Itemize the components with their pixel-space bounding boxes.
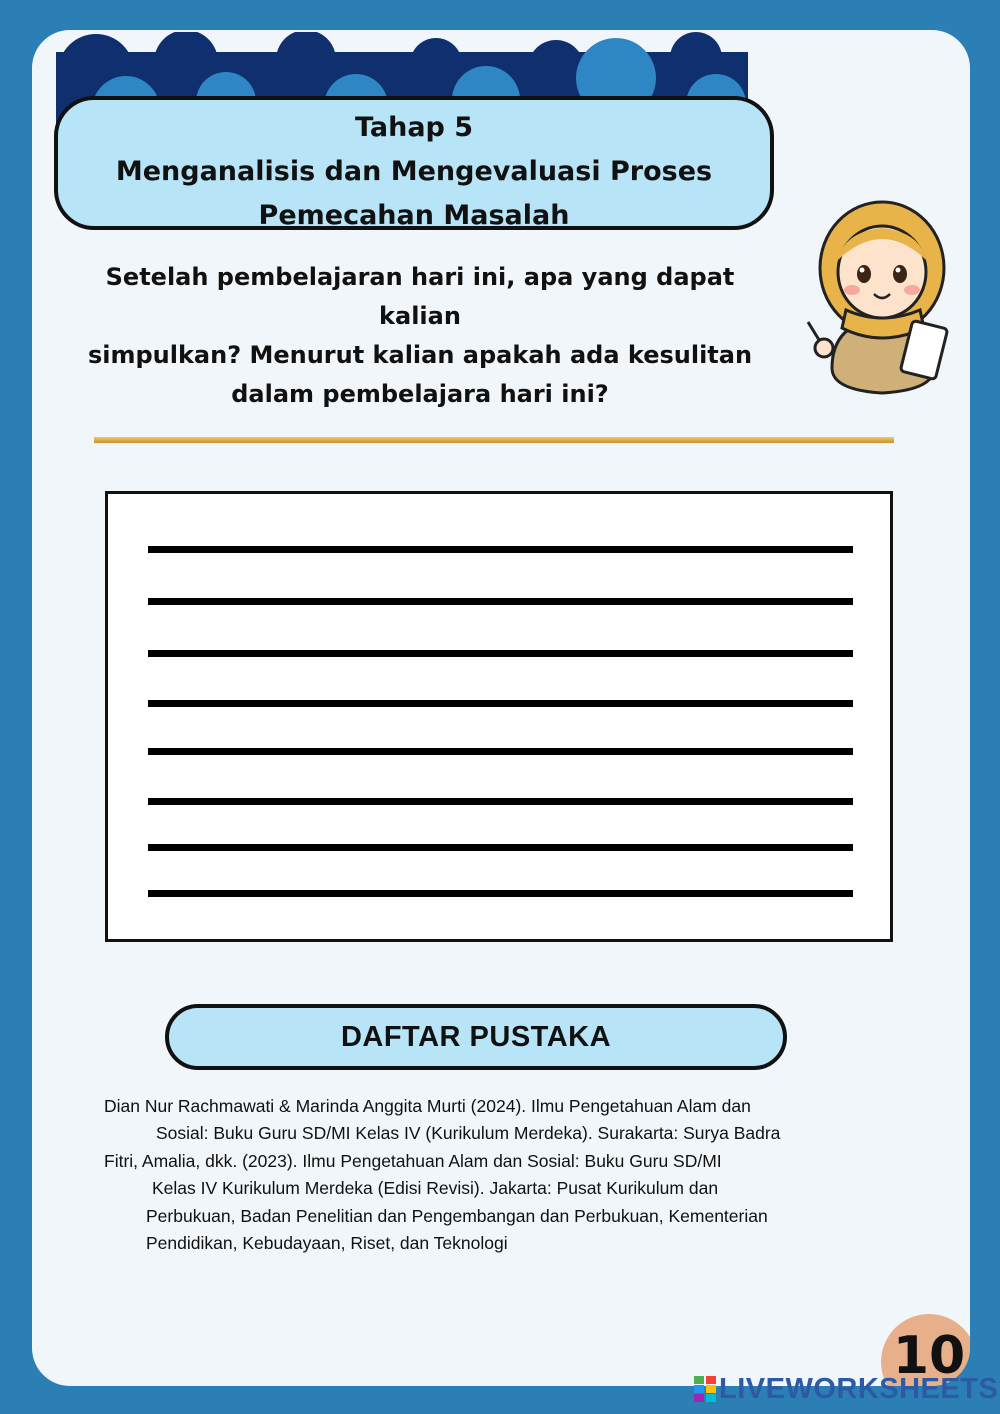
reference-line: Fitri, Amalia, dkk. (2023). Ilmu Pengetahuan Alam dan Sosial: Buku Guru SD/MI bbox=[104, 1150, 722, 1171]
reference-line: Perbukuan, Badan Penelitian dan Pengembangan dan Perbukuan, Kementerian bbox=[146, 1205, 768, 1226]
reference-line: Kelas IV Kurikulum Merdeka (Edisi Revisi). Jakarta: Pusat Kurikulum dan bbox=[152, 1178, 719, 1199]
question-line-2: simpulkan? Menurut kalian apakah ada kesulitan bbox=[87, 341, 753, 369]
bibliography-list bbox=[104, 1093, 894, 1257]
liveworksheets-logo-icon bbox=[694, 1376, 716, 1402]
teacher-character-illustration bbox=[802, 198, 952, 398]
answer-box[interactable] bbox=[105, 491, 893, 942]
writing-line[interactable] bbox=[148, 890, 853, 897]
writing-line[interactable] bbox=[148, 598, 853, 605]
reference-line: Sosial: Buku Guru SD/MI Kelas IV (Kurikulum Merdeka). Surakarta: Surya Badra bbox=[156, 1123, 781, 1144]
bibliography-title-panel bbox=[165, 1004, 787, 1070]
writing-line[interactable] bbox=[148, 844, 853, 851]
stage-title-line-1: Menganalisis dan Mengevaluasi Proses bbox=[115, 156, 713, 187]
bibliography-title: DAFTAR PUSTAKA bbox=[340, 1021, 612, 1053]
reference-line: Pendidikan, Kebudayaan, Riset, dan Teknologi bbox=[146, 1233, 508, 1254]
stage-number: Tahap 5 bbox=[354, 112, 474, 143]
question-line-3: dalam pembelajara hari ini? bbox=[231, 380, 609, 408]
divider-line bbox=[94, 437, 894, 443]
writing-line[interactable] bbox=[148, 798, 853, 805]
watermark-text: LIVEWORKSHEETS bbox=[719, 1372, 999, 1405]
worksheet-page bbox=[32, 30, 970, 1386]
page-number: 10 bbox=[892, 1326, 966, 1386]
writing-line[interactable] bbox=[148, 748, 853, 755]
stage-title-line-2: Pemecahan Masalah bbox=[258, 200, 570, 231]
reference-line: Dian Nur Rachmawati & Marinda Anggita Murti (2024). Ilmu Pengetahuan Alam dan bbox=[104, 1096, 751, 1116]
stage-title-panel bbox=[54, 96, 774, 230]
reflection-question bbox=[62, 258, 778, 414]
writing-line[interactable] bbox=[148, 650, 853, 657]
question-line-1: Setelah pembelajaran hari ini, apa yang dapat kalian bbox=[105, 263, 735, 330]
liveworksheets-watermark bbox=[694, 1372, 998, 1406]
writing-line[interactable] bbox=[148, 700, 853, 707]
writing-line[interactable] bbox=[148, 546, 853, 553]
